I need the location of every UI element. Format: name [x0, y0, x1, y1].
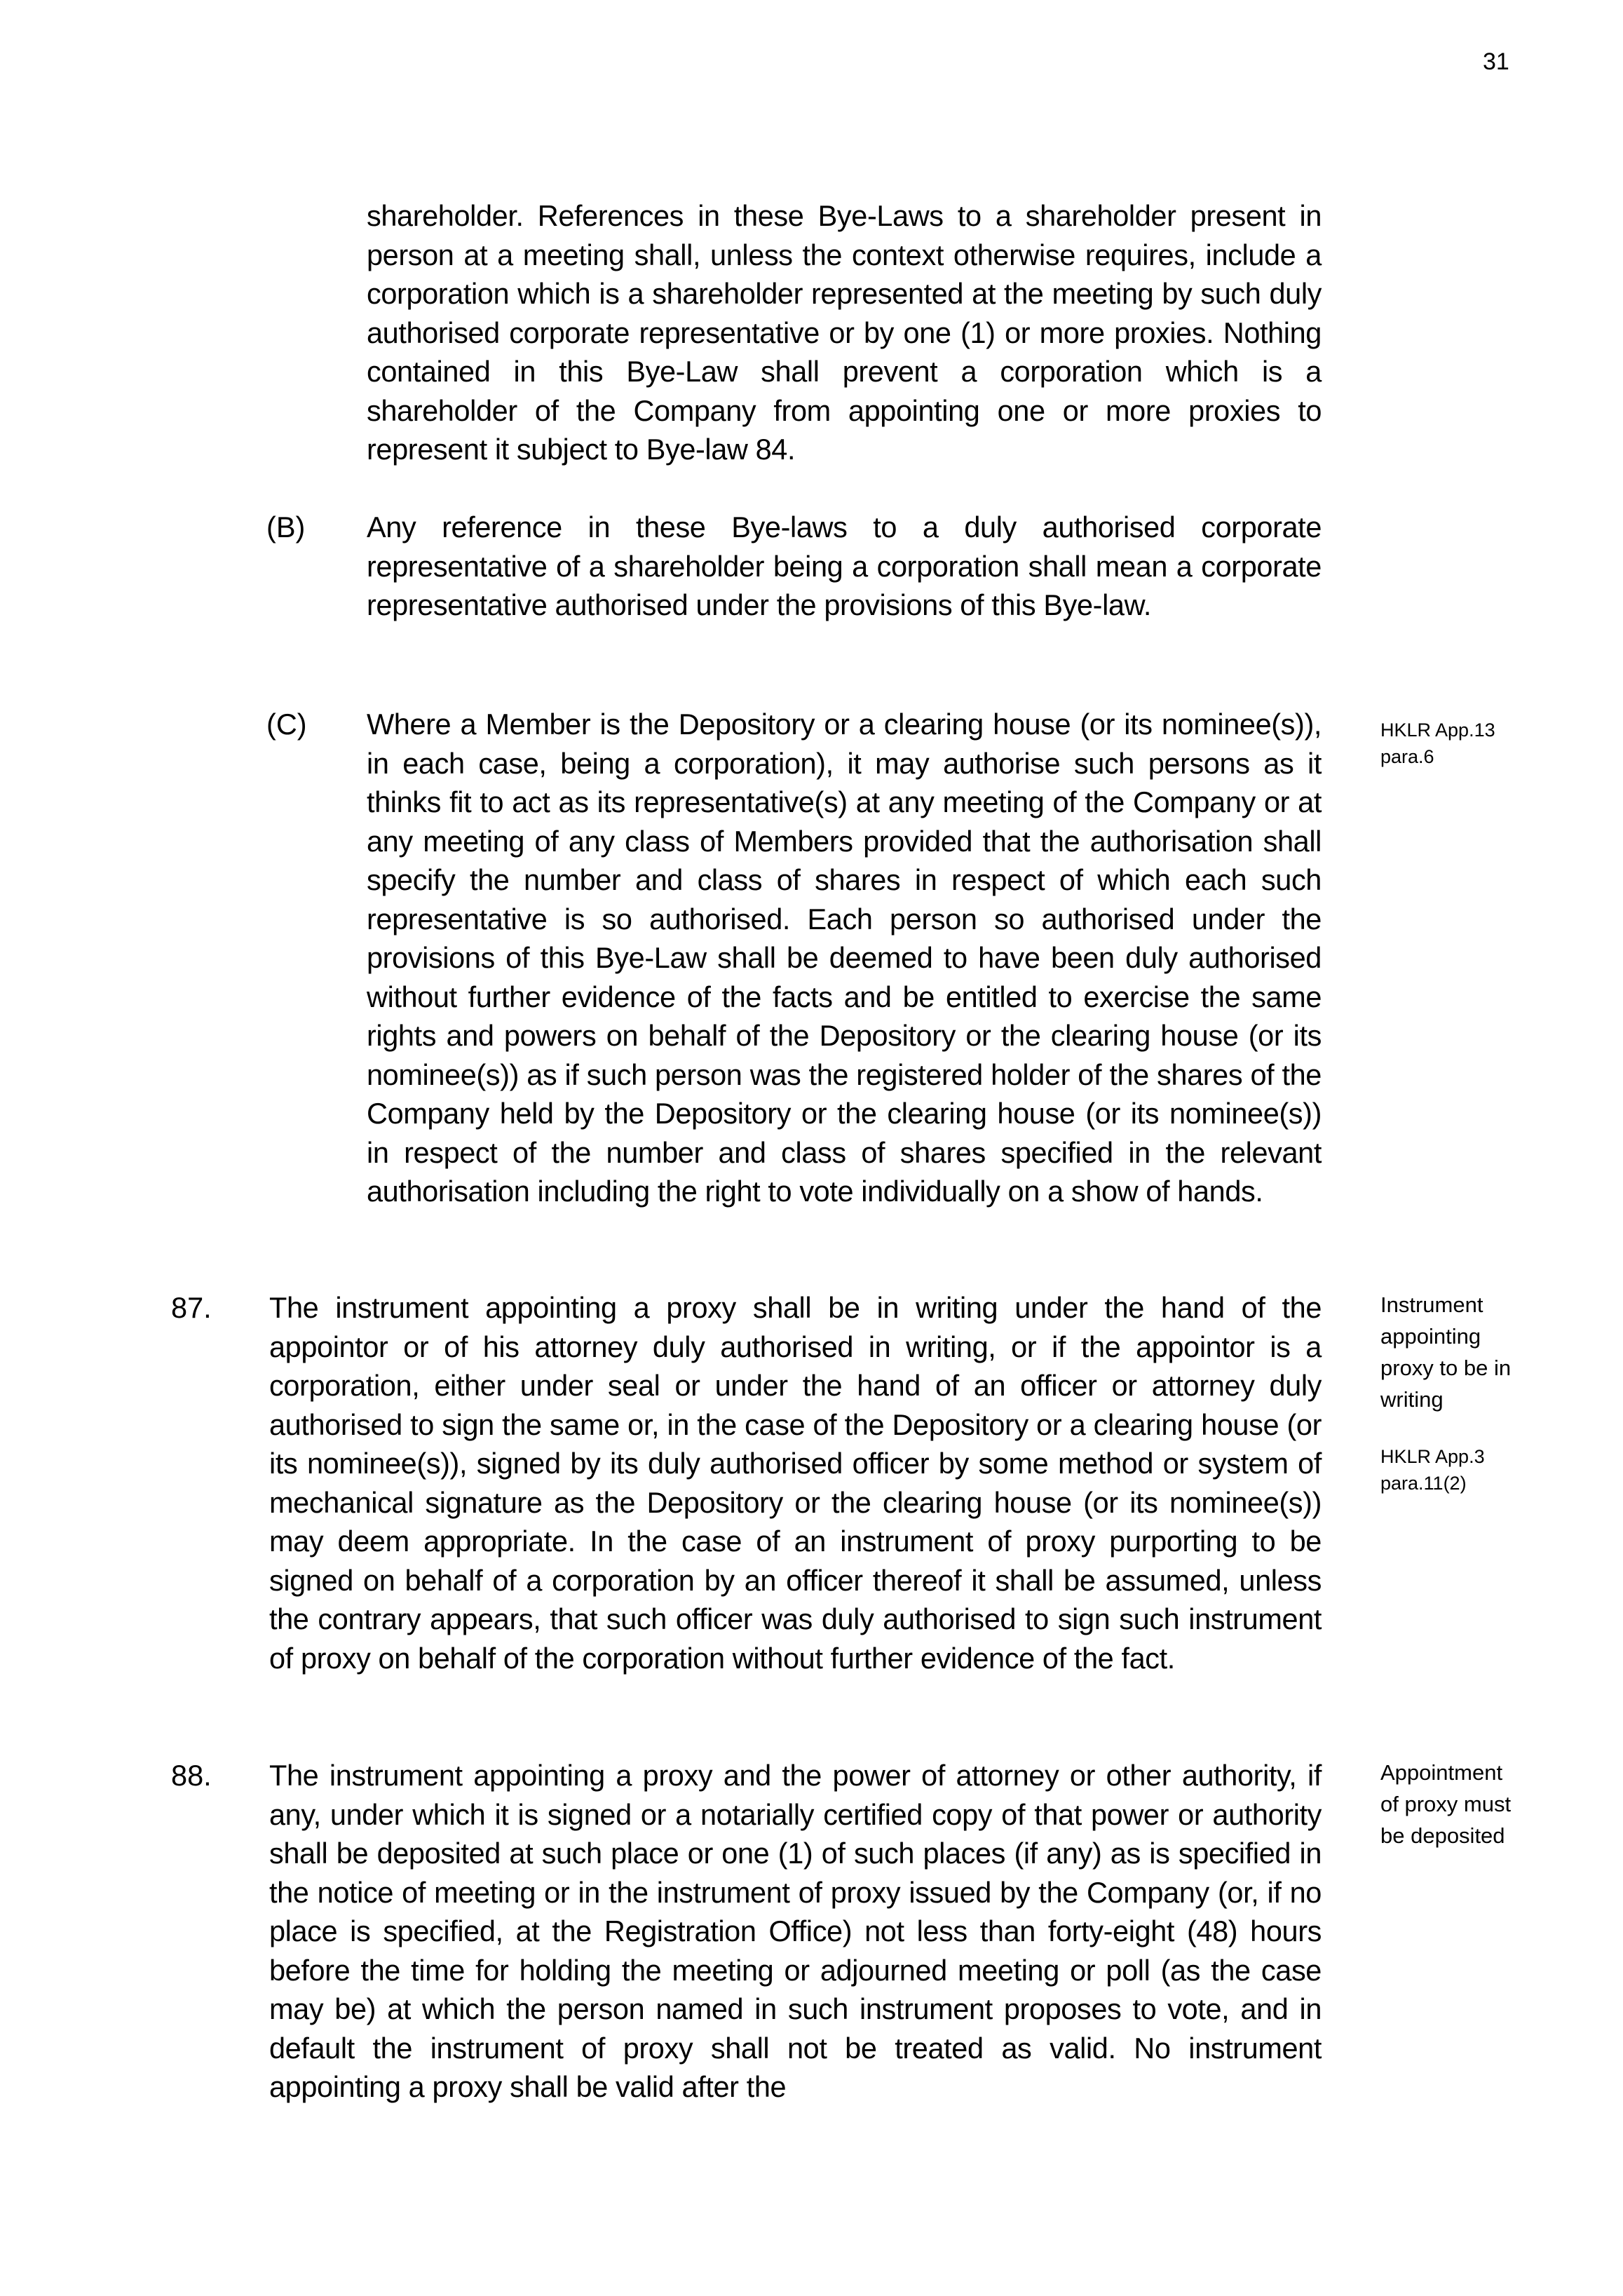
paragraph-c-label: (C): [266, 708, 307, 741]
bye-law-87-text: The instrument appointing a proxy shall be in writing under the hand of the appointor or of his attorney duly authorised in writing, or if the appointor is a corporation, either under seal or under the hand of an officer or attorney duly authorised to sign the same or, in the case of the Depository or a clearing house (or its nominee(s)), signed by its duly authorised officer by some method or system of mechanical signature as the Depository or the clearing house (or its nominee(s)) may deem appropriate. In the case of an instrument of proxy purporting to be signed on behalf of a corporation by an officer thereof it shall be assumed, unless the contrary appears, that such officer was duly authorised to sign such instrument of proxy on behalf of the corporation without further evidence of the fact.: [269, 1291, 1322, 1675]
margin-note-87-reference: HKLR App.3 para.11(2): [1380, 1446, 1485, 1494]
bye-law-88-number: 88.: [171, 1759, 212, 1792]
paragraph-b-label: (B): [266, 511, 306, 543]
margin-note-88-title: Appointment of proxy must be deposited: [1380, 1760, 1512, 1848]
page-number: 31: [1483, 48, 1509, 75]
margin-note-c-reference: HKLR App.13 para.6: [1380, 720, 1495, 767]
paragraph-b-text: Any reference in these Bye-laws to a duly authorised corporate representative of a shareholder being a corporation shall mean a corporate representative authorised under the provisions of this Bye-law.: [367, 511, 1322, 621]
bye-law-88-text: The instrument appointing a proxy and the power of attorney or other authority, if any, under which it is signed or a notarially certified copy of that power or authority shall be deposited at such place or one (1) of such places (if any) as is specified in the notice of meeting or in the instrument of proxy issued by the Company (or, if no place is specified, at the Registration Office) not less than forty-eight (48) hours before the time for holding the meeting or adjourned meeting or poll (as the case may be) at which the person named in such instrument proposes to vote, and in default the instrument of proxy shall not be treated as valid. No instrument appointing a proxy shall be valid after the: [269, 1759, 1322, 2103]
paragraph-continuation: shareholder. References in these Bye-Laws to a shareholder present in person at a meeting shall, unless the context otherwise requires, include a corporation which is a shareholder represented at the meeting by such duly authorised corporate representative or by one (1) or more proxies. Nothing contained in this Bye-Law shall prevent a corporation which is a shareholder of the Company from appointing one or more proxies to represent it subject to Bye-law 84.: [367, 199, 1322, 466]
margin-note-87-title: Instrument appointing proxy to be in writing: [1380, 1292, 1512, 1412]
bye-law-87-number: 87.: [171, 1291, 212, 1324]
paragraph-c-text: Where a Member is the Depository or a clearing house (or its nominee(s)), in each case, being a corporation), it may authorise such persons as it thinks fit to act as its representative(s) at any meeting of the Company or at any meeting of any class of Members provided that the authorisation shall specify the number and class of shares in respect of which each such representative is so authorised. Each person so authorised under the provisions of this Bye-Law shall be deemed to have been duly authorised without further evidence of the facts and be entitled to exercise the same rights and powers on behalf of the Depository or the clearing house (or its nominee(s)) as if such person was the registered holder of the shares of the Company held by the Depository or the clearing house (or its nominee(s)) in respect of the number and class of shares specified in the relevant authorisation including the right to vote individually on a show of hands.: [367, 708, 1322, 1208]
